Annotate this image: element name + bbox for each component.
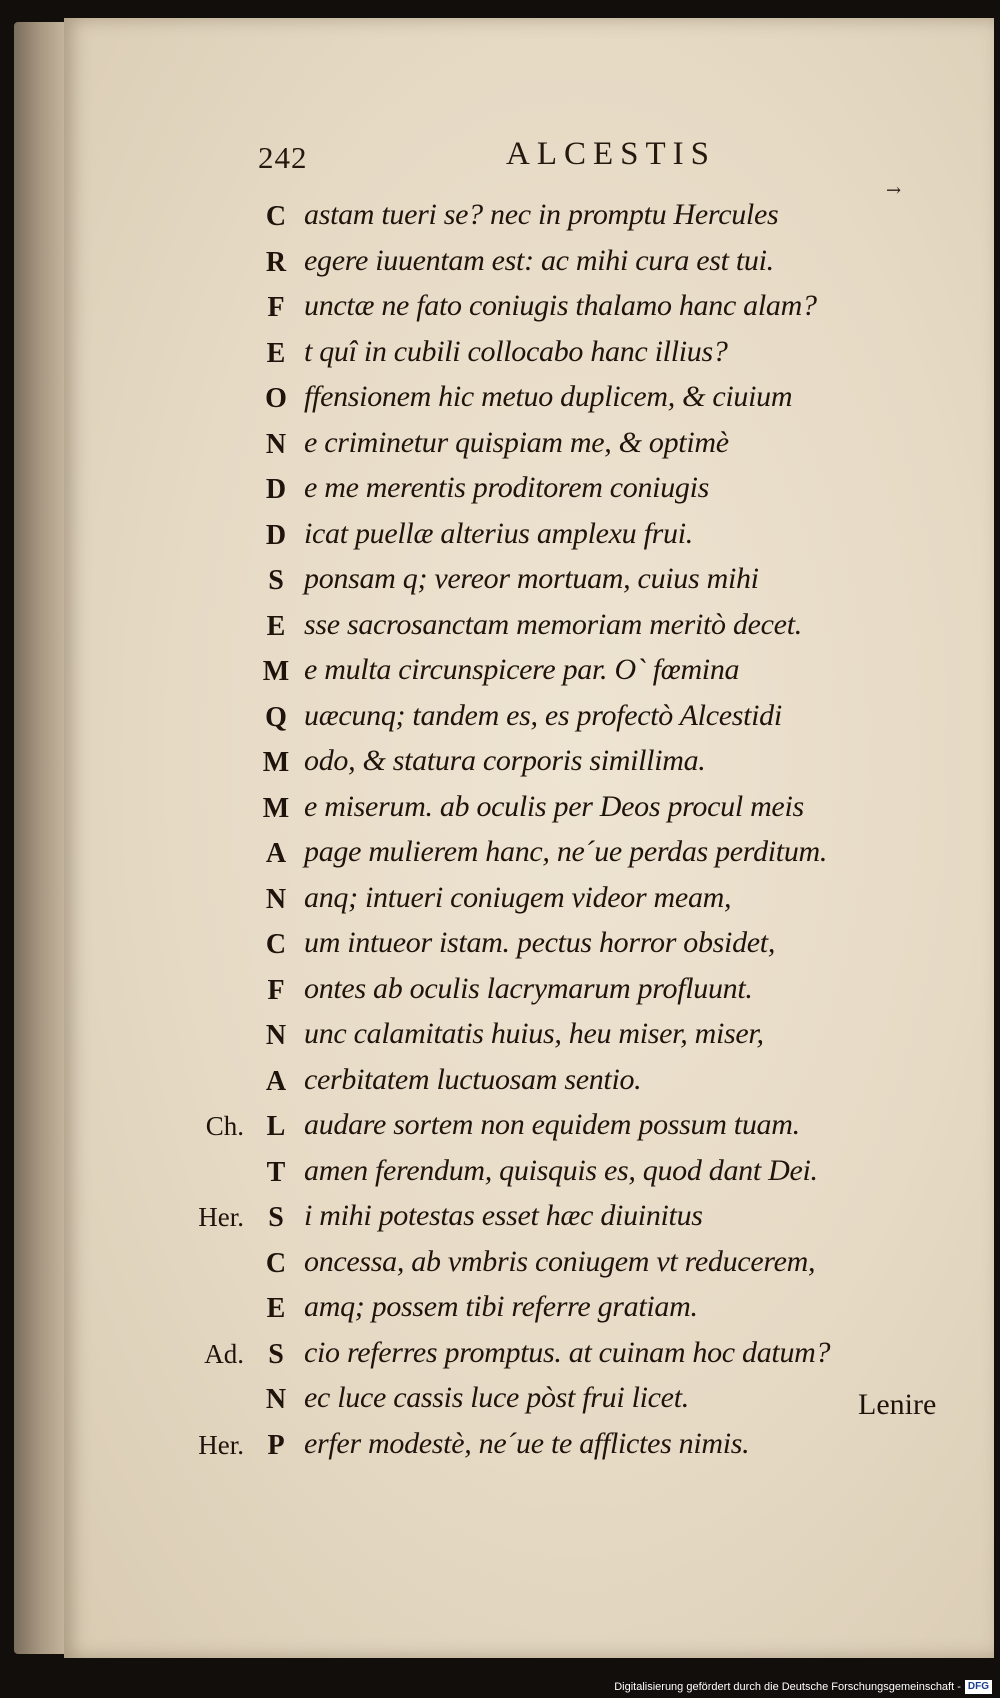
verse-line bbox=[0, 881, 1000, 927]
verse-line bbox=[0, 426, 1000, 472]
verse-text: e multa circunspicere par. O` fœmina bbox=[304, 653, 740, 686]
acrostic-initial: M bbox=[262, 656, 290, 687]
verse-text: astam tueri se? nec in promptu Hercules bbox=[304, 198, 779, 231]
speaker-label: Ch. bbox=[205, 1111, 244, 1141]
verse-line bbox=[0, 562, 1000, 608]
verse-text: e me merentis proditorem coniugis bbox=[304, 471, 710, 504]
credit-text: Digitalisierung gefördert durch die Deutsche Forschungsgemeinschaft - bbox=[614, 1681, 961, 1693]
acrostic-initial: C bbox=[265, 1247, 287, 1279]
verse-line bbox=[0, 608, 1000, 654]
verse-text: odo, & statura corporis simillima. bbox=[304, 744, 706, 777]
running-title: ALCESTIS bbox=[506, 136, 717, 172]
acrostic-initial: R bbox=[265, 246, 287, 278]
acrostic-initial: F bbox=[267, 292, 285, 323]
acrostic-initial: A bbox=[265, 1065, 287, 1097]
verse-line bbox=[0, 244, 1000, 290]
verse-text: uæcunq; tandem es, es profectò Alcestidi bbox=[304, 698, 782, 732]
verse-lines bbox=[0, 198, 1000, 1472]
verse-text: ponsam q; vereor mortuam, cuius mihi bbox=[304, 562, 759, 595]
verse-line bbox=[0, 335, 1000, 381]
verse-text: oncessa, ab vmbris coniugem vt reducerem, bbox=[304, 1244, 816, 1278]
verse-line bbox=[0, 653, 1000, 699]
acrostic-initial: S bbox=[268, 1338, 284, 1370]
verse-line bbox=[0, 289, 1000, 335]
verse-text: cerbitatem luctuosam sentio. bbox=[304, 1062, 642, 1096]
verse-line bbox=[0, 1154, 1000, 1200]
acrostic-initial: M bbox=[262, 792, 290, 824]
verse-line bbox=[0, 1063, 1000, 1109]
speaker-label: Ad. bbox=[204, 1338, 244, 1369]
verse-line bbox=[0, 1245, 1000, 1291]
verse-line bbox=[0, 1199, 1000, 1245]
acrostic-initial: A bbox=[265, 838, 287, 869]
verse-text: unc calamitatis huius, heu miser, miser, bbox=[304, 1017, 764, 1050]
verse-text: i mihi potestas esset hæc diuinitus bbox=[304, 1199, 703, 1232]
verse-line bbox=[0, 926, 1000, 972]
acrostic-initial: D bbox=[265, 474, 287, 505]
verse-text: page mulierem hanc, ne´ue perdas perditum. bbox=[304, 835, 828, 868]
verse-text: ec luce cassis luce pòst frui licet. bbox=[304, 1381, 689, 1414]
verse-text: e criminetur quispiam me, & optimè bbox=[304, 425, 729, 459]
verse-text: anq; intueri coniugem videor meam, bbox=[304, 880, 732, 914]
verse-line bbox=[0, 1336, 1000, 1382]
verse-line bbox=[0, 972, 1000, 1018]
acrostic-initial: E bbox=[266, 1293, 286, 1324]
acrostic-initial: E bbox=[266, 337, 286, 369]
margin-mark-icon: → bbox=[886, 180, 902, 201]
acrostic-initial: N bbox=[265, 428, 287, 460]
verse-text: egere iuuentam est: ac mihi cura est tui. bbox=[304, 243, 774, 277]
verse-text: unctæ ne fato coniugis thalamo hanc alam? bbox=[304, 289, 817, 322]
verse-text: e miserum. ab oculis per Deos procul meis bbox=[304, 789, 804, 823]
verse-line bbox=[0, 1017, 1000, 1063]
acrostic-initial: N bbox=[265, 1384, 287, 1415]
page-number: 242 bbox=[258, 140, 308, 175]
verse-line bbox=[0, 790, 1000, 836]
verse-text: audare sortem non equidem possum tuam. bbox=[304, 1108, 800, 1141]
verse-line bbox=[0, 380, 1000, 426]
acrostic-initial: S bbox=[268, 1202, 284, 1233]
verse-text: erfer modestè, ne´ue te afflictes nimis. bbox=[304, 1426, 750, 1460]
acrostic-initial: O bbox=[265, 383, 287, 414]
speaker-label: Her. bbox=[198, 1429, 244, 1460]
verse-text: t quî in cubili collocabo hanc illius? bbox=[304, 334, 728, 368]
verse-text: um intueor istam. pectus horror obsidet, bbox=[304, 926, 776, 959]
acrostic-initial: N bbox=[265, 883, 287, 915]
acrostic-initial: E bbox=[266, 610, 286, 642]
verse-line bbox=[0, 699, 1000, 745]
acrostic-initial: C bbox=[265, 929, 287, 960]
acrostic-initial: T bbox=[266, 1156, 286, 1188]
acrostic-initial: M bbox=[262, 747, 290, 778]
verse-text: cio referres promptus. at cuinam hoc datum? bbox=[304, 1335, 831, 1369]
dfg-logo: DFG bbox=[965, 1680, 992, 1694]
verse-text: sse sacrosanctam memoriam meritò decet. bbox=[304, 607, 802, 641]
verse-text: amen ferendum, quisquis es, quod dant Dei. bbox=[304, 1153, 818, 1187]
verse-line bbox=[0, 198, 1000, 244]
verse-line bbox=[0, 744, 1000, 790]
verse-line bbox=[0, 1108, 1000, 1154]
catchword: Lenire bbox=[858, 1388, 937, 1421]
verse-line bbox=[0, 517, 1000, 563]
verse-text: amq; possem tibi referre gratiam. bbox=[304, 1290, 698, 1323]
digitization-credit bbox=[614, 1678, 992, 1696]
acrostic-initial: P bbox=[267, 1429, 285, 1461]
acrostic-initial: F bbox=[267, 974, 285, 1006]
verse-line bbox=[0, 1427, 1000, 1473]
speaker-label: Her. bbox=[198, 1202, 244, 1232]
verse-line bbox=[0, 835, 1000, 881]
verse-line bbox=[0, 1290, 1000, 1336]
verse-text: ontes ab oculis lacrymarum profluunt. bbox=[304, 971, 753, 1005]
verse-text: ffensionem hic metuo duplicem, & ciuium bbox=[304, 380, 793, 413]
acrostic-initial: Q bbox=[265, 701, 287, 733]
acrostic-initial: C bbox=[265, 201, 287, 232]
acrostic-initial: L bbox=[266, 1111, 286, 1142]
acrostic-initial: S bbox=[268, 565, 284, 596]
acrostic-initial: N bbox=[265, 1020, 287, 1051]
verse-text: icat puellæ alterius amplexu frui. bbox=[304, 516, 693, 550]
running-head bbox=[258, 136, 758, 186]
verse-line bbox=[0, 1381, 1000, 1427]
verse-line bbox=[0, 471, 1000, 517]
acrostic-initial: D bbox=[265, 519, 287, 551]
